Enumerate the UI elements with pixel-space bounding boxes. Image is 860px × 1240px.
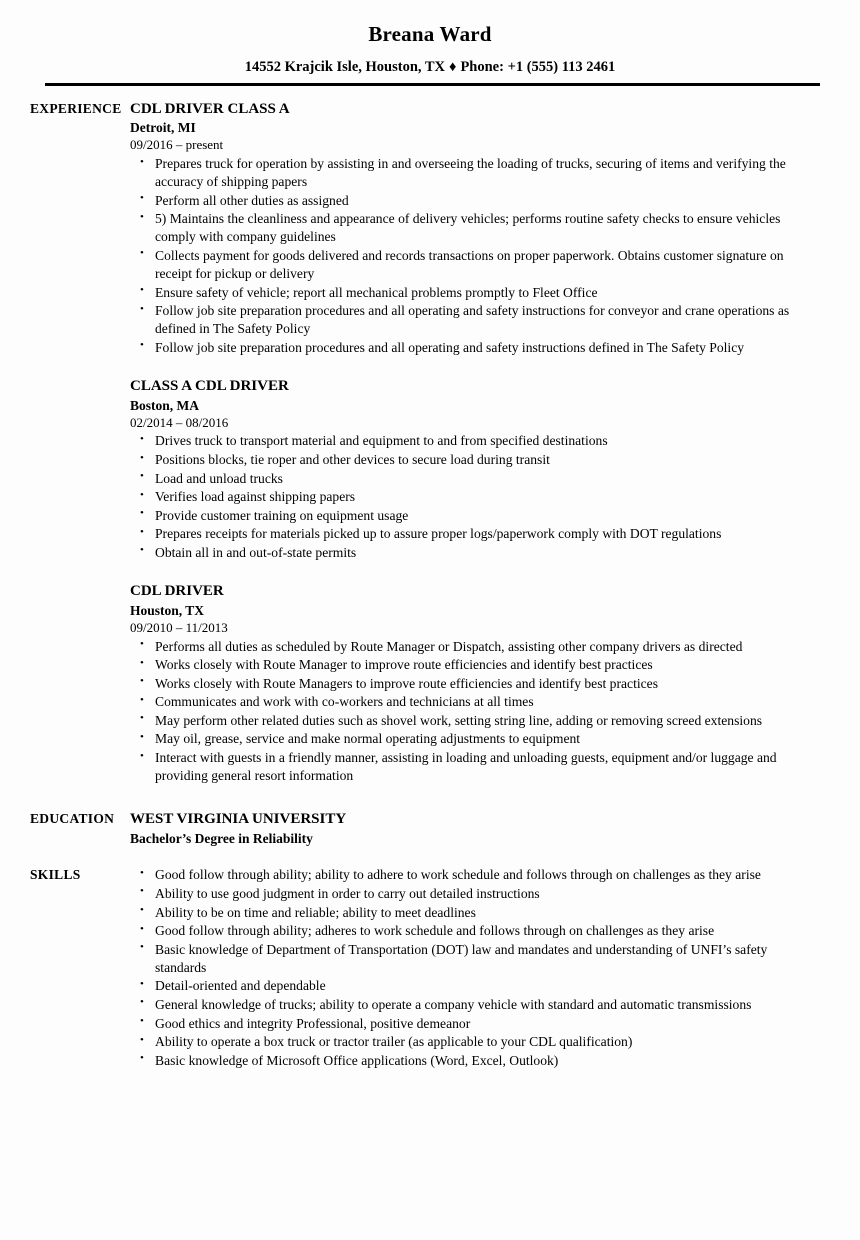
job-title: CDL DRIVER — [130, 583, 224, 600]
education-school: WEST VIRGINIA UNIVERSITY — [130, 810, 347, 827]
job-location: Boston, MA — [130, 397, 200, 413]
skills-bullet-list — [130, 866, 815, 1069]
job-bullet: • Collects payment for goods delivered and records transactions on proper paperwork. Obtains customer signature on receipt for pickup or delivery — [130, 247, 815, 283]
job-bullet: • Interact with guests in a friendly manner, assisting in loading and unloading guests, equipment and/or luggage and providing general resort information — [130, 749, 815, 785]
job-bullet: • Ensure safety of vehicle; report all mechanical problems promptly to Fleet Office — [130, 284, 815, 302]
job-bullet: • 5) Maintains the cleanliness and appearance of delivery vehicles; performs routine safety checks to ensure vehicles comply with company guidelines — [130, 210, 815, 246]
section-label-education: EDUCATION — [30, 810, 115, 826]
job-bullet-list — [130, 155, 815, 357]
job-bullet: • Obtain all in and out-of-state permits — [130, 544, 815, 562]
contact-address: 14552 Krajcik Isle, Houston, TX — [244, 59, 446, 76]
skill-bullet: • Basic knowledge of Microsoft Office applications (Word, Excel, Outlook) — [130, 1052, 815, 1070]
job-bullet: • Drives truck to transport material and equipment to and from specified destinations — [130, 432, 815, 450]
job-title: CDL DRIVER CLASS A — [130, 100, 290, 117]
experience-entry — [130, 582, 815, 785]
job-bullet: • May perform other related duties such as shovel work, setting string line, adding or removing screed extensions — [130, 712, 815, 730]
candidate-name: Breana Ward — [368, 22, 492, 46]
job-bullet: • Provide customer training on equipment usage — [130, 507, 815, 525]
job-location: Houston, TX — [130, 602, 205, 618]
job-bullet: • May oil, grease, service and make normal operating adjustments to equipment — [130, 730, 815, 748]
education-degree: Bachelor’s Degree in Reliability — [130, 831, 313, 847]
skill-bullet: • Ability to use good judgment in order to carry out detailed instructions — [130, 885, 815, 903]
job-bullet: • Perform all other duties as assigned — [130, 192, 815, 210]
job-dates: 09/2016 – present — [130, 137, 224, 153]
diamond-separator-icon: ♦ — [449, 59, 457, 76]
skill-bullet: • Ability to operate a box truck or tractor trailer (as applicable to your CDL qualification) — [130, 1033, 815, 1051]
experience-entry — [130, 377, 815, 562]
skill-bullet: • Basic knowledge of Department of Transportation (DOT) law and mandates and understanding of UNFI’s safety standards — [130, 941, 815, 977]
contact-phone: Phone: +1 (555) 113 2461 — [460, 59, 616, 76]
job-location: Detroit, MI — [130, 120, 196, 136]
job-bullet: • Works closely with Route Manager to improve route efficiencies and identify best practices — [130, 656, 815, 674]
skill-bullet: • General knowledge of trucks; ability to operate a company vehicle with standard and automatic transmissions — [130, 996, 815, 1014]
skill-bullet: • Detail-oriented and dependable — [130, 977, 815, 995]
skill-bullet: • Good ethics and integrity Professional, positive demeanor — [130, 1015, 815, 1033]
job-title: CLASS A CDL DRIVER — [130, 377, 289, 394]
job-bullet: • Performs all duties as scheduled by Route Manager or Dispatch, assisting other company drivers as directed — [130, 638, 815, 656]
job-bullet: • Verifies load against shipping papers — [130, 488, 815, 506]
section-education — [0, 810, 860, 849]
skill-bullet: • Good follow through ability; adheres to work schedule and follows through on challenges as they arise — [130, 922, 815, 940]
job-bullet: • Follow job site preparation procedures and all operating and safety instructions for conveyor and crane operations as defined in The Safety Policy — [130, 302, 815, 338]
experience-entries — [130, 100, 860, 786]
job-bullet-list — [130, 638, 815, 786]
skill-bullet: • Ability to be on time and reliable; ability to meet deadlines — [130, 904, 815, 922]
job-bullet: • Communicates and work with co-workers and technicians at all times — [130, 693, 815, 711]
job-bullet-list — [130, 432, 815, 562]
education-entries — [130, 810, 860, 849]
job-bullet: • Prepares receipts for materials picked up to assure proper logs/paperwork comply with DOT regulations — [130, 525, 815, 543]
job-bullet: • Load and unload trucks — [130, 470, 815, 488]
header-divider — [45, 83, 820, 86]
resume-body — [0, 100, 860, 1071]
job-bullet: • Follow job site preparation procedures and all operating and safety instructions defined in The Safety Policy — [130, 339, 815, 357]
job-bullet: • Positions blocks, tie roper and other devices to secure load during transit — [130, 451, 815, 469]
experience-entry — [130, 100, 815, 357]
job-dates: 02/2014 – 08/2016 — [130, 414, 229, 430]
skills-entries — [130, 866, 860, 1070]
job-bullet: • Works closely with Route Managers to improve route efficiencies and identify best practices — [130, 675, 815, 693]
job-dates: 09/2010 – 11/2013 — [130, 619, 228, 635]
section-label-skills: SKILLS — [30, 867, 81, 883]
section-label-experience: EXPERIENCE — [30, 100, 122, 116]
skill-bullet: • Good follow through ability; ability to adhere to work schedule and follows through on challenges as they arise — [130, 866, 815, 884]
contact-line — [0, 59, 860, 76]
job-bullet: • Prepares truck for operation by assisting in and overseeing the loading of trucks, securing of items and verifying the accuracy of shipping papers — [130, 155, 815, 191]
section-experience — [0, 100, 860, 786]
resume-header — [0, 0, 860, 86]
section-skills — [0, 866, 860, 1070]
